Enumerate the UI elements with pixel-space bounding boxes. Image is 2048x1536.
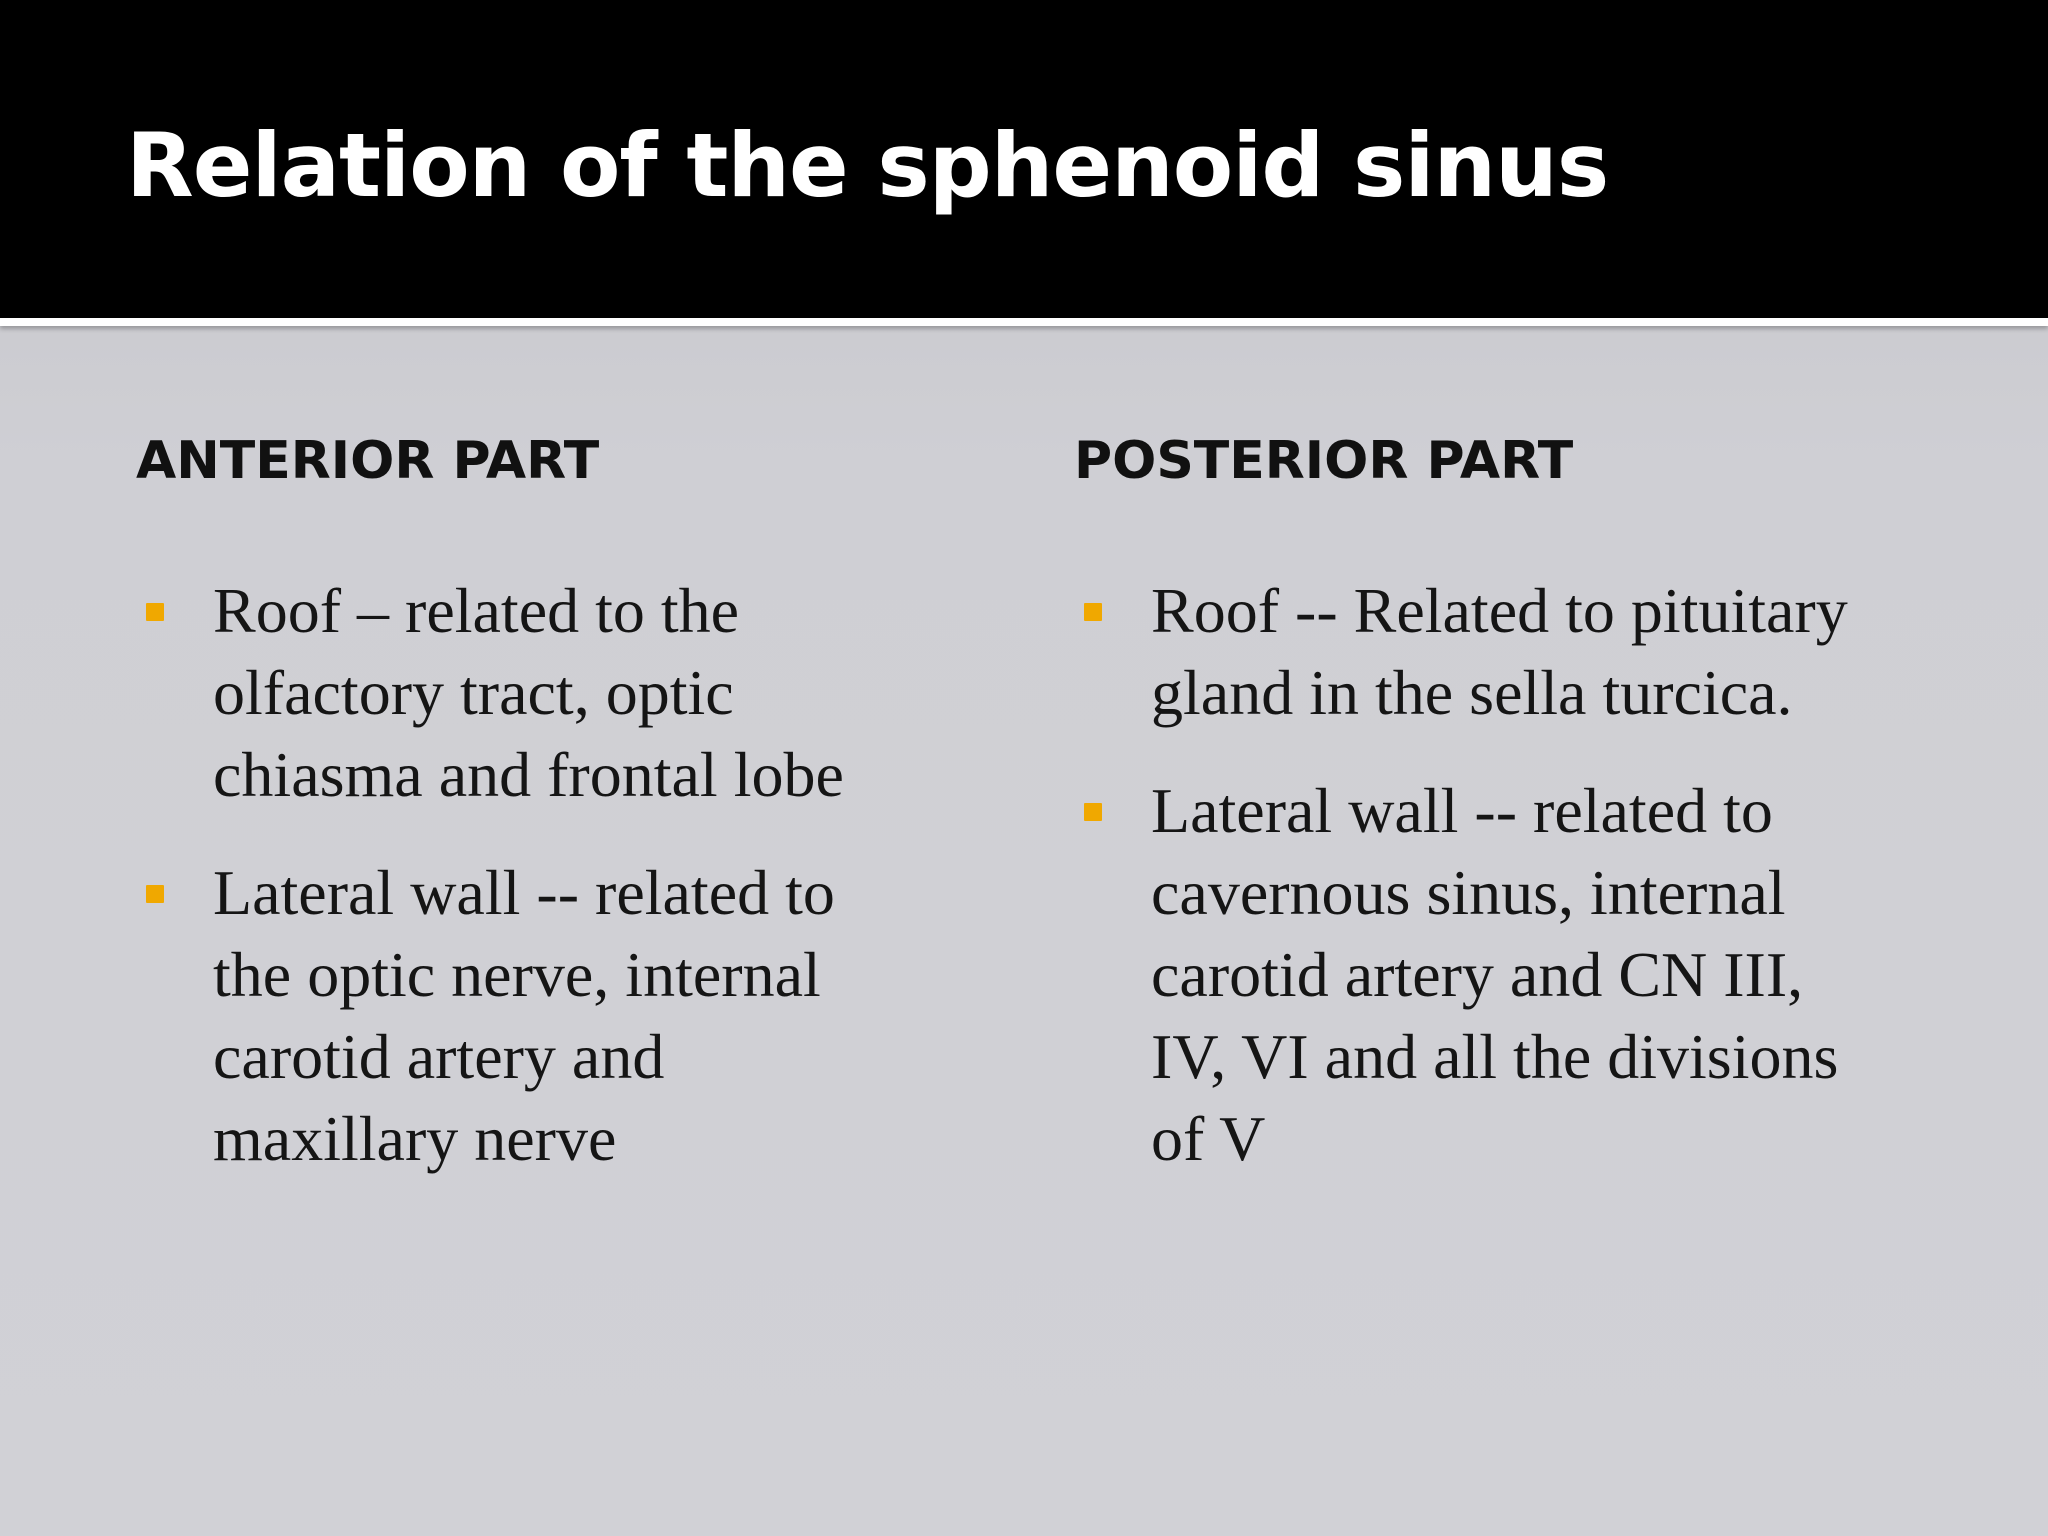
- posterior-part-heading: POSTERIOR PART: [1074, 431, 1574, 491]
- square-bullet-icon: [146, 885, 164, 903]
- bullet-text: [1151, 570, 1951, 734]
- square-bullet-icon: [1084, 603, 1102, 621]
- title-bar: [0, 0, 2048, 318]
- text-line: Lateral wall -- related to: [1151, 775, 1773, 846]
- square-bullet-icon: [146, 603, 164, 621]
- list-item-posterior-lateral-wall: [1074, 770, 1951, 1180]
- anterior-part-list: [136, 570, 953, 1216]
- text-line: olfactory tract, optic: [213, 657, 734, 728]
- slide-title: Relation of the sphenoid sinus: [126, 114, 1609, 217]
- anterior-part-column: [136, 430, 936, 1174]
- bullet-text: [213, 570, 953, 816]
- anterior-part-heading: ANTERIOR PART: [136, 431, 600, 491]
- text-line: maxillary nerve: [213, 1103, 617, 1174]
- text-line: chiasma and frontal lobe: [213, 739, 844, 810]
- text-line: cavernous sinus, internal: [1151, 857, 1786, 928]
- text-line: the optic nerve, internal: [213, 939, 821, 1010]
- posterior-part-column: [1074, 430, 1954, 1174]
- title-divider: [0, 318, 2048, 326]
- text-line: carotid artery and CN III,: [1151, 939, 1804, 1010]
- square-bullet-icon: [1084, 803, 1102, 821]
- text-line: Roof – related to the: [213, 575, 740, 646]
- bullet-text: [213, 852, 953, 1180]
- list-item-anterior-lateral-wall: [136, 852, 953, 1180]
- text-line: IV, VI and all the divisions: [1151, 1021, 1839, 1092]
- text-line: carotid artery and: [213, 1021, 665, 1092]
- text-line: Roof -- Related to pituitary: [1151, 575, 1848, 646]
- list-item-posterior-roof: [1074, 570, 1951, 734]
- bullet-text: [1151, 770, 1951, 1180]
- posterior-part-list: [1074, 570, 1951, 1216]
- text-line: of V: [1151, 1103, 1266, 1174]
- text-line: gland in the sella turcica.: [1151, 657, 1793, 728]
- text-line: Lateral wall -- related to: [213, 857, 835, 928]
- list-item-anterior-roof: [136, 570, 953, 816]
